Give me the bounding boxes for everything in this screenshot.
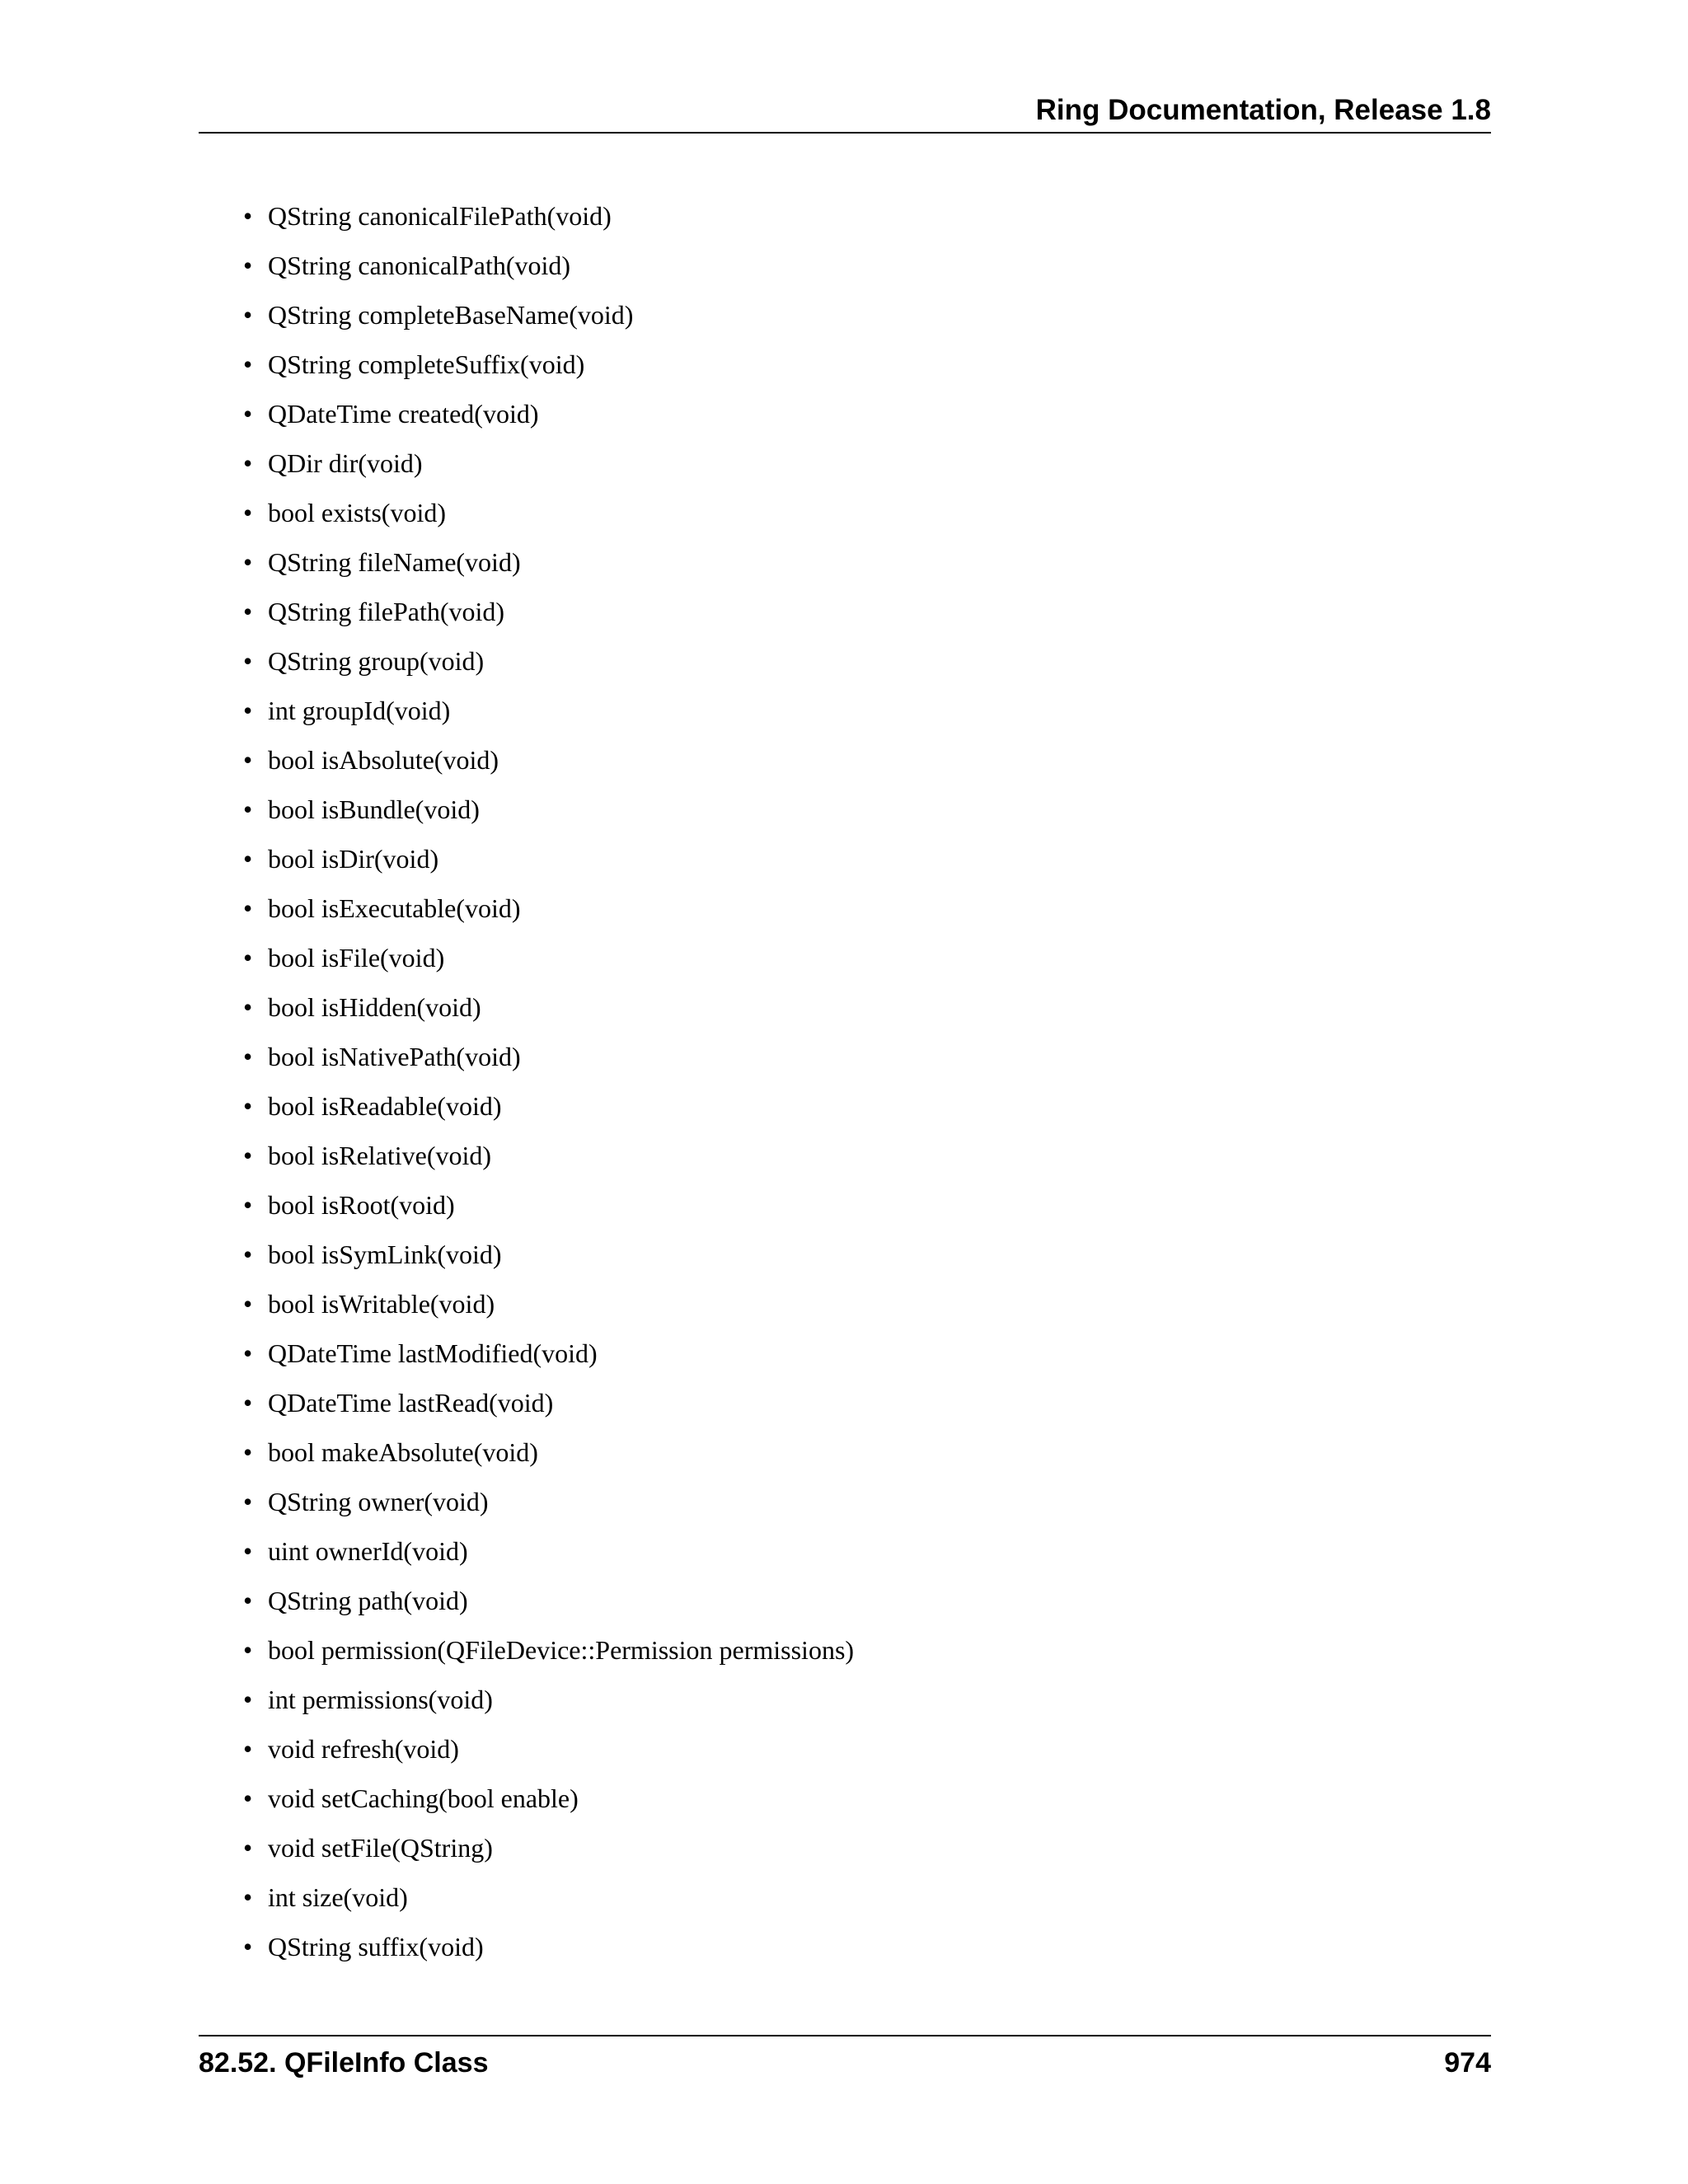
- bullet-icon: •: [243, 1487, 253, 1516]
- list-item: [243, 1681, 854, 1731]
- list-item: [243, 1434, 854, 1483]
- method-signature: QString filePath(void): [268, 597, 505, 626]
- list-item: [243, 841, 854, 890]
- list-item: [243, 494, 854, 544]
- method-signature: QDateTime lastRead(void): [268, 1388, 554, 1418]
- method-signature: QString fileName(void): [268, 547, 521, 577]
- method-signature: QString group(void): [268, 646, 485, 676]
- bullet-icon: •: [243, 1289, 253, 1319]
- method-signature: QString canonicalPath(void): [268, 251, 571, 280]
- list-item: [243, 544, 854, 593]
- list-item: [243, 742, 854, 791]
- list-item: [243, 1879, 854, 1929]
- method-signature: QDateTime lastModified(void): [268, 1338, 598, 1368]
- method-signature: bool isExecutable(void): [268, 893, 521, 923]
- bullet-icon: •: [243, 1141, 253, 1170]
- bullet-icon: •: [243, 1932, 253, 1961]
- bullet-icon: •: [243, 1190, 253, 1220]
- method-signature: bool isRoot(void): [268, 1190, 455, 1220]
- bullet-icon: •: [243, 646, 253, 676]
- bullet-icon: •: [243, 992, 253, 1022]
- method-signature: QString completeSuffix(void): [268, 349, 585, 379]
- method-signature: bool makeAbsolute(void): [268, 1437, 538, 1467]
- bullet-icon: •: [243, 844, 253, 874]
- method-signature: bool isRelative(void): [268, 1141, 492, 1170]
- method-signature: QDateTime created(void): [268, 399, 539, 429]
- list-item: [243, 346, 854, 396]
- bullet-icon: •: [243, 1734, 253, 1764]
- list-item: [243, 396, 854, 445]
- bullet-icon: •: [243, 794, 253, 824]
- list-item: [243, 1632, 854, 1681]
- bullet-icon: •: [243, 1685, 253, 1714]
- bullet-icon: •: [243, 1338, 253, 1368]
- method-signature: void setCaching(bool enable): [268, 1783, 579, 1813]
- bullet-icon: •: [243, 349, 253, 379]
- bullet-icon: •: [243, 1437, 253, 1467]
- footer-section-title: 82.52. QFileInfo Class: [199, 2047, 489, 2079]
- list-item: [243, 1088, 854, 1137]
- page-footer: [199, 2035, 1491, 2079]
- list-item: [243, 643, 854, 692]
- method-signature: int groupId(void): [268, 696, 451, 725]
- method-signature: QDir dir(void): [268, 448, 423, 478]
- method-signature: QString canonicalFilePath(void): [268, 201, 612, 231]
- page-number: 974: [1444, 2047, 1491, 2079]
- method-signature: void refresh(void): [268, 1734, 459, 1764]
- header-title: Ring Documentation, Release 1.8: [1035, 94, 1491, 126]
- bullet-icon: •: [243, 1635, 253, 1665]
- list-item: [243, 1286, 854, 1335]
- list-item: [243, 1335, 854, 1385]
- method-signature: void setFile(QString): [268, 1833, 493, 1863]
- bullet-icon: •: [243, 1388, 253, 1418]
- list-item: [243, 593, 854, 643]
- method-signature: bool isFile(void): [268, 943, 445, 972]
- list-item: [243, 989, 854, 1038]
- list-item: [243, 1483, 854, 1533]
- list-item: [243, 1929, 854, 1978]
- list-item: [243, 198, 854, 247]
- bullet-icon: •: [243, 1882, 253, 1912]
- page-header: [199, 91, 1491, 134]
- method-signature: bool exists(void): [268, 498, 446, 527]
- list-item: [243, 247, 854, 297]
- bullet-icon: •: [243, 893, 253, 923]
- bullet-icon: •: [243, 1042, 253, 1071]
- method-signature: bool isAbsolute(void): [268, 745, 499, 775]
- bullet-icon: •: [243, 745, 253, 775]
- method-signature: QString completeBaseName(void): [268, 300, 634, 330]
- bullet-icon: •: [243, 696, 253, 725]
- bullet-icon: •: [243, 448, 253, 478]
- list-item: [243, 1187, 854, 1236]
- list-item: [243, 692, 854, 742]
- list-item: [243, 1236, 854, 1286]
- method-signature: QString suffix(void): [268, 1932, 484, 1961]
- bullet-icon: •: [243, 300, 253, 330]
- list-item: [243, 1137, 854, 1187]
- method-signature: bool isWritable(void): [268, 1289, 495, 1319]
- method-signature: bool isReadable(void): [268, 1091, 502, 1121]
- method-signature: bool isSymLink(void): [268, 1240, 502, 1269]
- method-signature: bool isDir(void): [268, 844, 439, 874]
- bullet-icon: •: [243, 251, 253, 280]
- list-item: [243, 445, 854, 494]
- list-item: [243, 1385, 854, 1434]
- bullet-icon: •: [243, 1536, 253, 1566]
- method-signature: int permissions(void): [268, 1685, 493, 1714]
- list-item: [243, 940, 854, 989]
- method-list: [243, 198, 854, 1978]
- list-item: [243, 791, 854, 841]
- method-signature: bool isBundle(void): [268, 794, 480, 824]
- list-item: [243, 1582, 854, 1632]
- method-signature: bool permission(QFileDevice::Permission permissions): [268, 1635, 855, 1665]
- bullet-icon: •: [243, 597, 253, 626]
- list-item: [243, 1038, 854, 1088]
- bullet-icon: •: [243, 1586, 253, 1615]
- method-signature: bool isHidden(void): [268, 992, 481, 1022]
- bullet-icon: •: [243, 1091, 253, 1121]
- method-signature: bool isNativePath(void): [268, 1042, 521, 1071]
- list-item: [243, 1830, 854, 1879]
- bullet-icon: •: [243, 1783, 253, 1813]
- bullet-icon: •: [243, 201, 253, 231]
- list-item: [243, 297, 854, 346]
- bullet-icon: •: [243, 943, 253, 972]
- bullet-icon: •: [243, 498, 253, 527]
- bullet-icon: •: [243, 399, 253, 429]
- bullet-icon: •: [243, 1833, 253, 1863]
- list-item: [243, 1780, 854, 1830]
- method-signature: int size(void): [268, 1882, 408, 1912]
- method-signature: QString path(void): [268, 1586, 468, 1615]
- method-signature: QString owner(void): [268, 1487, 489, 1516]
- list-item: [243, 1533, 854, 1582]
- list-item: [243, 890, 854, 940]
- list-item: [243, 1731, 854, 1780]
- bullet-icon: •: [243, 1240, 253, 1269]
- bullet-icon: •: [243, 547, 253, 577]
- method-signature: uint ownerId(void): [268, 1536, 468, 1566]
